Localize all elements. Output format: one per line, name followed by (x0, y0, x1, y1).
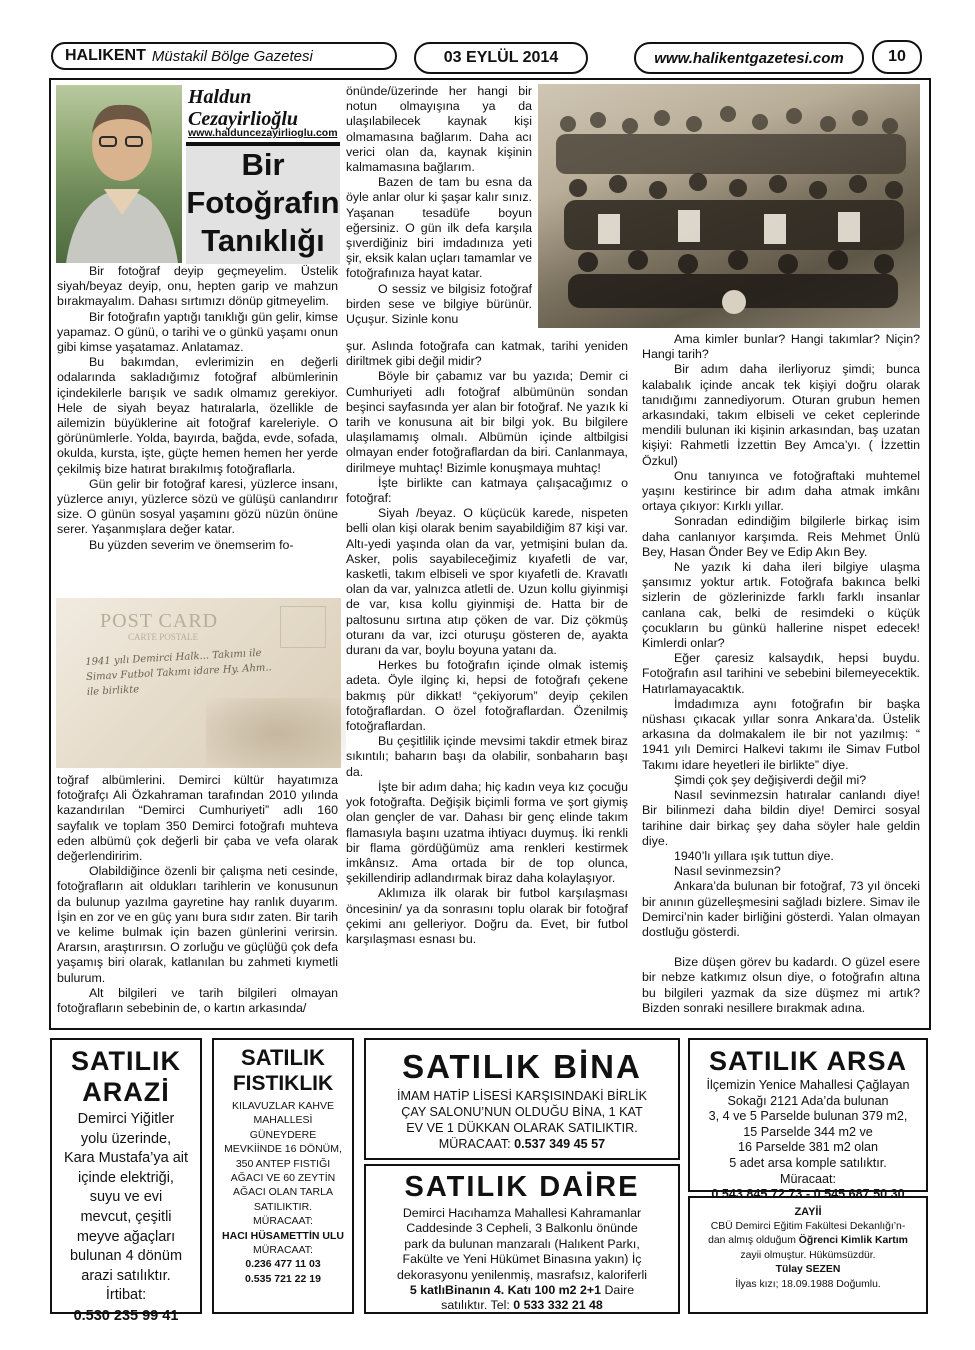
ad-line: dekorasyonu yenilenmiş, masrafsız, kaloriferli (397, 1267, 647, 1282)
notice-zayii-title: ZAYİİ (794, 1206, 822, 1218)
ad-line: EV VE 1 DÜKKAN OLARAK SATILIKTIR. (406, 1121, 638, 1135)
ad-satilik-bina (364, 1038, 680, 1160)
ad-line: Sokağı 2121 Ada’da bulunan (727, 1093, 889, 1108)
paragraph: Nasıl sevinmezsin hatıralar canlandı diye! Bir bilinmezi daha bildin diye! Demirci sosyal tarihine dair birkaç şey daha söyler hale geldin diye. (642, 788, 920, 848)
ad-arazi-phone: 0.530 235 99 41 (73, 1307, 179, 1324)
ad-fistiklik-title-2: FISTIKLIK (232, 1072, 334, 1095)
ad-line: AĞACI OLAN TARLA (233, 1186, 333, 1199)
paragraph: İşte birlikte can katmaya çalışacağımız o fotoğraf: (346, 475, 628, 506)
ad-arsa-body (690, 1078, 926, 1203)
ad-daire-floor (366, 1283, 678, 1298)
ad-bina-contact-label: MÜRACAAT: (438, 1137, 511, 1151)
postcard-print: POST CARD (100, 610, 219, 632)
postcard-subprint: CARTE POSTALE (128, 632, 198, 642)
ad-arsa-phones: 0 543 845 72 73 - 0 545 687 50 30 (711, 1187, 905, 1202)
ad-daire-floor-bold: 5 katlıBinanın 4. Katı 100 m2 2+1 (409, 1283, 602, 1298)
paragraph: Herkes bu fotoğrafın içinde olmak istemiş adeta. Öyle ilginç ki, hepsi de fotoğrafı çekene bakmış pür dikkat! “çekiyorum” deyip çekilen fotoğraflardan. O özel fotoğraflardan. Özenilmiş fotoğraflardan. (346, 658, 628, 734)
paragraph: Ama kimler bunlar? Hangi takımlar? Niçin? Hangi tarih? (642, 332, 920, 362)
ad-line: 15 Parselde 344 m2 ve (743, 1124, 873, 1139)
ad-line: bulunan 4 dönüm (69, 1248, 183, 1265)
paragraph: İmdadımıza aynı fotoğrafın bir başka nüshası çıkacak yıllar sonra Ankara’da. Üstelik arkasına da dolmakalem ile bir not yazılmış: “ 1941 yılı Demirci Halkevi takımı ile Simav Futbol Takımı idare heyetleri ile birlikte” diye. (642, 696, 920, 772)
paragraph: Bize düşen görev bu kadardı. O güzel esere bir nebze katkımız olsun diye, o fotoğrafın altına bu bilgileri yazmak da size düşmez mi artık? Bizden sonraki nesillere bırakmak adına. (642, 955, 920, 1015)
ad-fistiklik-title-1: SATILIK (241, 1045, 325, 1070)
notice-line-2-text: dan almış olduğum (708, 1235, 799, 1247)
ad-line: 5 adet arsa komple satılıktır. (729, 1155, 887, 1170)
spacer-paragraph (642, 940, 920, 955)
paragraph: Bu yüzden severim ve önemserim fo- (89, 537, 294, 552)
ad-line: Demirci Yiğitler (77, 1111, 175, 1127)
paragraph: Şimdi çok şey değişiverdi değil mi? (674, 772, 867, 787)
paragraph: Onu tanıyınca ve fotoğraftaki muhtemel yaşını kestirince bir adım daha atmak imkânı ortaya çıkıyor: Kırklı yıllar. (642, 468, 920, 514)
ad-satilik-fistiklik (212, 1038, 354, 1314)
column-2-bottom (346, 339, 628, 947)
page-number-pill (872, 40, 922, 74)
page-number: 10 (888, 48, 906, 65)
title-line-3: Tanıklığı (201, 223, 325, 258)
paragraph: Böyle bir çabamız var bu yazıda; Demir ci Cumhuriyeti adlı fotoğraf albümünün sondan beşinci sayfasında yer alan bir fotoğraf. Ne yazık ki tarih ve konusuna ait bir bilgi yok. Bu bilgilere ulaşılamamış olmalı. Albümün içinde altbilgisi olmayan ender fotoğraflardan da biri. Canlanmaya, dirilmeye muhtaç! Bizimle konuşmaya muhtaç! (346, 369, 628, 475)
ad-daire-contact-label: satılıktır. Tel: (441, 1298, 514, 1313)
paragraph: Siyah /beyaz. O küçücük karede, nispeten belli olan kişi olarak benim sayabildiğim 87 kişi var. Altı-yedi yaşında olan da var, yetmişini bulan da. Asker, polis sayabileceğimiz kıyafetli de var, kasketli, takım elbiseli ve spor kıyafetli de. Kravatlı olan da var, yalnızca atletli de. Uzun kollu giyinmişi de var, kısa kollu giyinmişi de. Hatta bir de paltosunu sırtına atıp çöken de var. Diz çökmüş oturanı da var, izci oturuşu gösteren de, ayakta duranı da var, boylu boyuna yatanı da. (346, 506, 628, 658)
ad-fistiklik-phone-2: 0.535 721 22 19 (245, 1272, 321, 1285)
ad-line: yolu üzerinde, (80, 1130, 172, 1147)
paragraph: 1940’lı yıllara ışık tuttun diye. (674, 848, 834, 863)
paragraph: toğraf albümlerini. Demirci kültür hayatımıza fotoğrafçı Ali Özkahraman tarafından 2010 yılında kazandırılan “Demirci Cumhuriyeti” adlı 160 sayfalık ve toplam 350 Demirci fotoğrafı muhteva eden albümü çok değerli bir çaba ve vefa olarak değerlendiririm. (57, 773, 338, 864)
ad-line: Caddesinde 3 Cepheli, 3 Balkonlu önünde (406, 1221, 638, 1236)
ad-line: GÜNEYDERE (249, 1128, 317, 1141)
ad-line: 3, 4 ve 5 Parselde bulunan 379 m2, (708, 1109, 908, 1124)
ad-line: MAHALLESİ (253, 1114, 313, 1127)
ad-arazi-body (52, 1110, 200, 1306)
stamp-box (280, 606, 326, 648)
team-photo (538, 84, 920, 328)
ad-line: arazi satılıktır. (81, 1267, 171, 1284)
date-pill (414, 42, 588, 74)
team-photo-drawing (538, 84, 920, 328)
ad-bina-body (366, 1088, 678, 1152)
brand-subtitle: Müstakil Bölge Gazetesi (151, 47, 313, 65)
ad-daire-floor-rest: Daire (601, 1283, 635, 1298)
ad-line: Fakülte ve Yeni Hükümet Binasına yakın) İç (402, 1252, 642, 1267)
ad-line: İrtibat: (105, 1287, 147, 1304)
ad-arazi-title-2: ARAZİ (82, 1077, 170, 1107)
paragraph: Bir adım daha ilerliyoruz şimdi; bunca kalabalık içinde ancak tek kişiyi doğru olarak tanıdığımı zannediyorum. Oturan grubun hemen arkasındaki, takım elbiseli ve ceket ceplerinde mendili bulunan iki kişinin arkasından, baş uzatan kişiyi: Rahmetli İzzettin Bey Amca’yı. ( İzzettin Özkul) (642, 362, 920, 468)
ad-line: KILAVUZLAR KAHVE (232, 1100, 334, 1112)
masthead-pill (51, 42, 397, 70)
ad-line: meyve ağaçları (76, 1228, 176, 1245)
ad-line: İlçemizin Yenice Mahallesi Çağlayan (706, 1078, 910, 1092)
column-3 (642, 332, 920, 1016)
ad-daire-contact (366, 1298, 678, 1313)
ad-line: park da bulunan manzaralı (Halıkent Parkı, (404, 1236, 640, 1251)
ad-line: suyu ve evi (89, 1189, 163, 1206)
paragraph: Sonradan edindiğim bilgilerle birkaç isim daha canlanıyor karşımda. Reis Mehmet Ünlü Bey, Hasan Önder Bey ve Edip Akın Bey. (642, 514, 920, 559)
ad-bina-phone: 0.537 349 45 57 (514, 1137, 606, 1151)
paragraph: İşte bir adım daha; hiç kadın veya kız çocuğu yok fotoğrafta. Değişik biçimli forma ve şort giymiş olan gençler de var. Dahası bir genç elinde takım flamasıyla başını uzatma ihtiyacı duymuş. İki renkli bir flama gördüğümüz ama renkleri kestirmek imkânsız. Ama ortada bir de top olunca, şekillendirip adlandırmak biraz daha kolaylaşıyor. (346, 779, 628, 886)
paragraph: Bir fotoğraf deyip geçmeyelim. Üstelik siyah/beyaz deyip, onu, hepten garip ve mahzun bırakmayalım. Dahası sırtımızı dönüp gitmeyelim. (57, 264, 338, 309)
ad-daire-phone: 0 533 332 21 48 (513, 1298, 603, 1313)
paragraph: Bazen de tam bu esna da öyle anlar olur ki şaşar kalır sınız. Yaşanan tesadüfe boyun eğersiniz. O gün ilk defa karşıla şıverdiğiniz biri imdadınıza yeti şir, eksik kalan uçları tamamlar ve fotoğrafınıza hayat katar. (346, 175, 532, 281)
ad-line: Demirci Hacıhamza Mahallesi Kahramanlar (402, 1206, 642, 1220)
ad-line: MÜRACAAT: (253, 1244, 313, 1257)
postcard-stain (206, 698, 346, 768)
ad-line: İMAM HATİP LİSESİ KARŞISINDAKİ BİRLİK (396, 1089, 648, 1103)
author-website: www.halduncezayirlioglu.com (188, 127, 338, 139)
paragraph: Bu bakımdan, evlerimizin en değerli odalarında sakladığımız fotoğraf albümlerinin içindekilerle barışık ve sadık olmamız gerekiyor. Hele de siyah beyaz hatıralarla, özellikle de ailemizin büyüklerine ait fotoğraf kareleriyle. O görünümlerle. Yolda, bayırda, bağda, evde, sofada, okulda, kursta, işte, güçte hemen hemen her yerde çekilmiş bize hatırat bırakılmış fotoğraflarla. (57, 355, 338, 476)
ad-bina-title: SATILIK BİNA (402, 1048, 642, 1085)
paragraph: Bu çeşitlilik içinde mevsimi takdir etmek biraz sıkıntılı; baharın başı da olabilir, sonbaharın başı da. (346, 734, 628, 779)
title-line-1: Bir (241, 147, 285, 182)
ad-bina-contact (366, 1136, 678, 1152)
author-photo (56, 85, 182, 263)
ad-arazi-title-1: SATILIK (71, 1046, 181, 1076)
ad-fistiklik-phone-1: 0.236 477 11 03 (245, 1258, 321, 1271)
paragraph: Nasıl sevinmezsin? (674, 864, 781, 879)
notice-line-2 (690, 1234, 926, 1248)
ad-satilik-daire (364, 1164, 680, 1314)
issue-date: 03 EYLÜL 2014 (443, 49, 559, 66)
paragraph: Gün gelir bir fotoğraf karesi, yüzlerce insanı, yüzlerce anıyı, yüzlerce sözü ve gülüşü canlandırır size. O günün sosyal yaşamını gözü nüzün önüne serer. Yaşanmışlara değer katar. (57, 476, 338, 537)
notice-line-2-bold: Öğrenci Kimlik Kartım (798, 1235, 908, 1247)
column-1-bottom (57, 773, 338, 1016)
paragraph: Eğer çaresiz kalsaydık, hepsi buydu. Fotoğrafın asıl tarihini ve sebebini bilemeyecektik. Hatırlamayacaktık. (642, 651, 920, 696)
ad-daire-title: SATILIK DAİRE (404, 1171, 640, 1203)
notice-line: CBÜ Demirci Eğitim Fakültesi Dekanlığı’n- (710, 1221, 906, 1232)
paragraph: O sessiz ve bilgisiz fotoğraf birden sese ve bilgiye bürünür. Uçuşur. Sizinle konu (346, 281, 532, 327)
column-1-top (57, 264, 338, 553)
title-line-2: Fotoğrafın (186, 185, 340, 220)
notice-line: İlyas kızı; 18.09.1988 Doğumlu. (735, 1278, 881, 1290)
ad-line: ÇAY SALONU’NUN OLDUĞU BİNA, 1 KAT (401, 1105, 643, 1119)
author-portrait-drawing (56, 85, 182, 263)
ad-line: Kara Mustafa’ya ait (63, 1150, 189, 1167)
postcard-handwriting: 1941 yılı Demirci Halk... Takımı ile Simav Futbol Takımı idare Hy. Ahm.. ile birlikte (85, 647, 273, 698)
ad-line: Müracaat: (780, 1171, 836, 1186)
paragraph: Ankara’da bulunan bir fotoğraf, 73 yıl önceki bir anının güzelleşmesini sağladı bizlere. Simav ile Demirci’nin kader birliğini gösterdi. Yalan olmayan dostluğu gösterdi. (642, 879, 920, 939)
ad-line: SATILIKTIR. (253, 1200, 313, 1213)
postcard-image (56, 598, 341, 768)
ad-line: AĞACI VE 60 ZEYTİN (230, 1172, 336, 1185)
ad-fistiklik-contact: HACI HÜSAMETTİN ULU (222, 1229, 344, 1242)
ad-line: MÜRACAAT: (253, 1215, 313, 1228)
paragraph: Aklımıza ilk olarak bir futbol karşılaşması öncesinin/ ya da sonrasını toplu olarak bir fotoğraf çekimi anı gelleriyor. Doğru da. Evet, bir futbol karşılaşması esnası bu. (346, 886, 628, 946)
website-pill (634, 42, 864, 74)
notice-owner-name: Tülay SEZEN (775, 1264, 841, 1276)
notice-zayii (688, 1196, 928, 1314)
ad-line: 350 ANTEP FISTIĞI (235, 1157, 331, 1170)
brand-name: HALIKENT (65, 47, 146, 64)
paragraph: Bir fotoğrafın yaptığı tanıklığı gün gelir, kimse yapamaz. O günü, o tarihi ve o günkü yaşamı onun gibi kimse yaşatamaz. Anlatamaz. (57, 309, 338, 355)
ad-line: içinde elektriği, (78, 1169, 174, 1186)
ad-line: 16 Parselde 381 m2 olan (737, 1140, 879, 1155)
notice-line: zayii olmuştur. Hükümsüzdür. (740, 1249, 876, 1261)
ad-satilik-arsa (688, 1038, 928, 1202)
article-title (186, 146, 340, 260)
website-url: www.halikentgazetesi.com (654, 49, 844, 67)
column-2-top (346, 84, 532, 327)
notice-zayii-body (690, 1220, 926, 1292)
paragraph: şur. Aslında fotoğrafa can katmak, tarihi yeniden diriltmek gibi değil midir? (346, 339, 628, 369)
ad-line: mevcut, çeşitli (80, 1208, 172, 1225)
paragraph: önünde/üzerinde her hangi bir notun olmayışına ya da ulaşılabilecek kaynak kişi olmamasına bağlarım. Daha acı verici olan da, kaynak kişinin kalmamasına bağlarım. (346, 84, 532, 175)
paragraph: Ne yazık ki daha ileri bilgiye ulaşma şansımız yoktur artık. Fotoğrafa bakınca belki sizlerin de gözlerinizde farklı farklı insanlar canlana cak, belki de resimdeki o küçük çocukların bu günkü hallerine nispet edecek! Kimlerdi onlar? (642, 560, 920, 651)
paragraph: Alt bilgileri ve tarih bilgileri olmayan fotoğrafların sebebinin de, o kartın arkasında/ (57, 985, 338, 1016)
paragraph: Olabildiğince özenli bir çalışma neti cesinde, fotoğrafların ait oldukları tarihlerin ve konusunun da bulunup yazılma gayretine hay ranlık duyarım. İşin en zor ve en güç yanı bura sıdır zaten. Bir tarih ve kelime bulmak için bazen günlerini verirsin. Ararsın, araştırırsın. O zorluğu ve güçlüğü çok defa yaşamış biri olarak, katlanılan bu zahmeti kıymetli bulurum. (57, 864, 338, 985)
author-name: Haldun Cezayirlioğlu (188, 86, 299, 130)
ad-daire-body (366, 1206, 678, 1314)
ad-satilik-arazi (50, 1038, 202, 1324)
ad-line: MEVKİİNDE 16 DÖNÜM, (224, 1143, 342, 1156)
ad-arsa-title: SATILIK ARSA (709, 1046, 907, 1076)
ad-fistiklik-body (214, 1099, 352, 1286)
